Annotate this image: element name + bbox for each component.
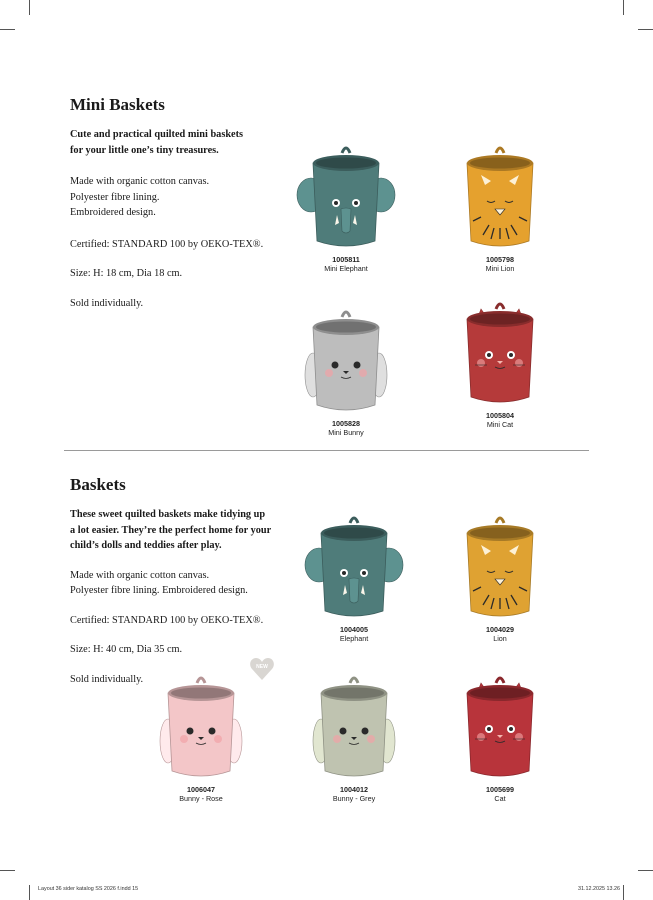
mini-baskets-title: Mini Baskets (70, 95, 165, 114)
product-caption (299, 785, 409, 803)
basket-intro-line: child’s dolls and teddies after play. (70, 540, 222, 551)
crop-mark (638, 870, 653, 871)
product-sku: 1005699 (486, 785, 514, 794)
product-caption (299, 625, 409, 643)
basket-materials (70, 568, 271, 599)
product-card[interactable] (299, 673, 409, 803)
mini-size: Size: H: 18 cm, Dia 18 cm. (70, 268, 183, 279)
mini-material-line: Made with organic cotton canvas. (70, 176, 210, 187)
footer-file-info: Layout 36 sider katalog SS 2026 f.indd 15 (38, 886, 139, 892)
product-card[interactable] (445, 143, 555, 273)
baskets-description (70, 507, 271, 687)
product-sku: 1005804 (486, 411, 514, 420)
mini-certified: Certified: STANDARD 100 by OEKO-TEX®. (70, 238, 264, 250)
basket-intro-line: a lot easier. They’re the perfect home for your (70, 524, 272, 536)
product-caption (146, 785, 256, 803)
basket-bunny-image[interactable] (146, 673, 256, 783)
product-name: Bunny - Rose (179, 794, 223, 803)
product-card[interactable] (445, 299, 555, 429)
product-caption (445, 785, 555, 803)
crop-mark (623, 885, 624, 900)
product-name: Elephant (339, 634, 369, 643)
mini-baskets-description (70, 127, 263, 311)
basket-material-line: Made with organic cotton canvas. (70, 569, 210, 581)
product-sku: 1004012 (340, 785, 368, 794)
crop-mark (0, 870, 15, 871)
basket-lion-image[interactable] (445, 143, 555, 253)
crop-mark (0, 29, 15, 30)
product-name: Bunny - Grey (332, 794, 376, 803)
crop-mark (623, 0, 624, 15)
mini-material-line: Polyester fibre lining. (70, 191, 160, 203)
section-divider (64, 450, 589, 451)
mini-intro-line: Cute and practical quilted mini baskets (70, 129, 244, 140)
product-caption (445, 625, 555, 643)
product-name: Cat (494, 794, 506, 803)
mini-intro-line: for your little one’s tiny treasures. (70, 144, 219, 156)
product-card[interactable] (299, 513, 409, 643)
mini-sold: Sold individually. (70, 297, 144, 309)
product-card[interactable] (146, 673, 256, 803)
mini-material-line: Embroidered design. (70, 207, 156, 218)
baskets-title: Baskets (70, 475, 126, 494)
new-badge (249, 656, 275, 682)
product-sku: 1004005 (340, 625, 368, 634)
footer-timestamp: 31.12.2025 13.26 (578, 886, 620, 892)
mini-materials (70, 174, 263, 221)
product-name: Mini Bunny (328, 428, 364, 437)
basket-elephant-image[interactable] (291, 143, 401, 253)
product-name: Mini Cat (486, 420, 514, 429)
crop-mark (29, 0, 30, 15)
product-caption (445, 255, 555, 273)
basket-cat-image[interactable] (445, 673, 555, 783)
product-card[interactable] (291, 307, 401, 437)
product-name: Mini Lion (485, 264, 515, 273)
product-caption (291, 255, 401, 273)
crop-mark (29, 885, 30, 900)
basket-intro (70, 507, 271, 554)
basket-size: Size: H: 40 cm, Dia 35 cm. (70, 644, 183, 655)
product-card[interactable] (445, 673, 555, 803)
basket-material-line: Polyester fibre lining. Embroidered design. (70, 585, 248, 596)
product-caption (445, 411, 555, 429)
product-sku: 1005811 (332, 255, 360, 264)
new-badge-label: NEW (256, 664, 268, 670)
product-name: Lion (493, 634, 507, 643)
basket-cat-image[interactable] (445, 299, 555, 409)
basket-intro-line: These sweet quilted baskets make tidying up (70, 509, 266, 520)
crop-mark (638, 29, 653, 30)
product-sku: 1005798 (486, 255, 514, 264)
product-card[interactable] (291, 143, 401, 273)
product-sku: 1006047 (187, 785, 215, 794)
mini-intro (70, 127, 263, 158)
product-card[interactable] (445, 513, 555, 643)
product-caption (291, 419, 401, 437)
basket-sold: Sold individually. (70, 673, 144, 685)
product-sku: 1004029 (486, 625, 514, 634)
product-name: Mini Elephant (324, 264, 368, 273)
basket-bunny-image[interactable] (299, 673, 409, 783)
product-sku: 1005828 (332, 419, 360, 428)
basket-certified: Certified: STANDARD 100 by OEKO-TEX®. (70, 614, 264, 626)
basket-elephant-image[interactable] (299, 513, 409, 623)
basket-lion-image[interactable] (445, 513, 555, 623)
basket-bunny-image[interactable] (291, 307, 401, 417)
